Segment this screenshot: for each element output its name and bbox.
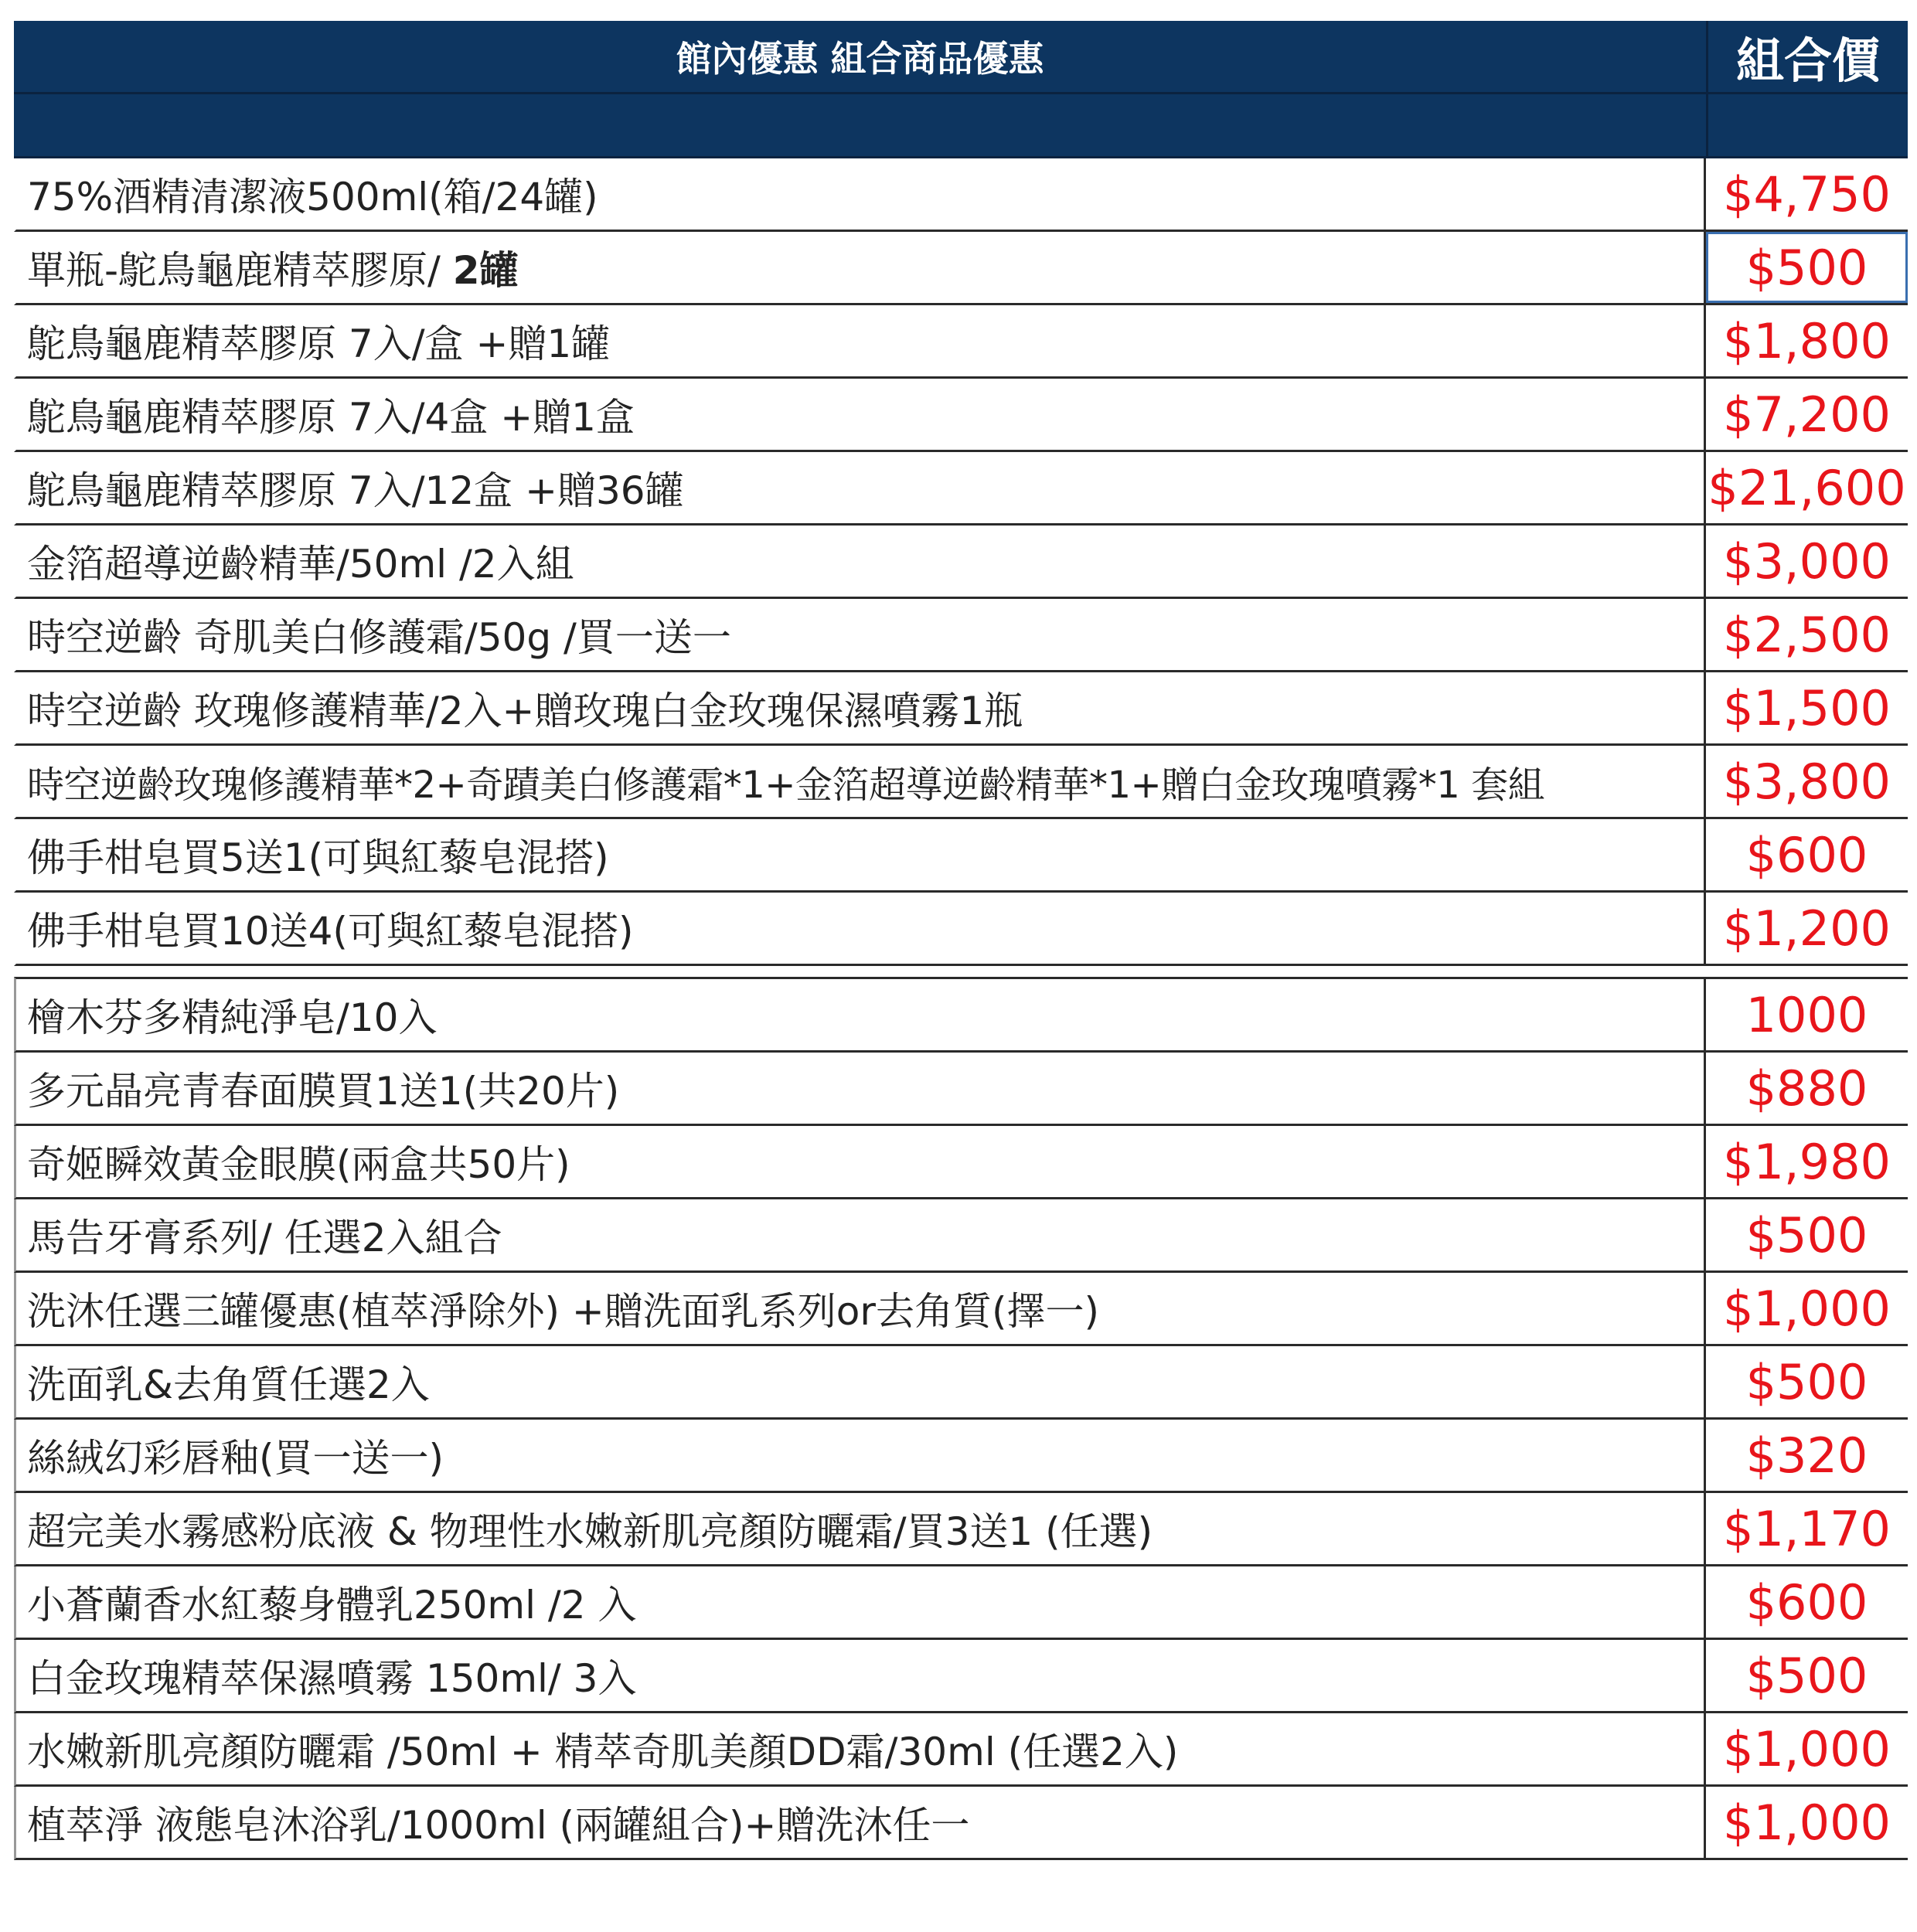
product-name-cell[interactable]: 時空逆齡 奇肌美白修護霜/50g /買一送一 <box>16 599 1706 670</box>
price-cell-selected[interactable]: $500 <box>1706 232 1908 303</box>
price-cell[interactable]: $1,000 <box>1723 1720 1891 1777</box>
price-cell[interactable]: $600 <box>1745 826 1868 883</box>
product-name-cell[interactable]: 水嫩新肌亮顏防曬霜 /50ml + 精萃奇肌美顏DD霜/30ml (任選2入) <box>16 1713 1706 1784</box>
product-name-cell[interactable]: 時空逆齡 玫瑰修護精華/2入+贈玫瑰白金玫瑰保濕噴霧1瓶 <box>16 672 1706 743</box>
table-row <box>14 305 1908 379</box>
header-title[interactable]: 館內優惠 組合商品優惠 <box>14 21 1708 92</box>
table-row <box>14 1346 1908 1420</box>
price-cell[interactable]: $500 <box>1745 1206 1868 1264</box>
table-row <box>14 1199 1908 1273</box>
price-cell[interactable]: $880 <box>1745 1060 1868 1117</box>
table-row <box>14 158 1908 232</box>
product-name-cell[interactable]: 植萃淨 液態皂沐浴乳/1000ml (兩罐組合)+贈洗沐任一 <box>16 1787 1706 1858</box>
price-table <box>14 21 1908 1860</box>
product-name-cell[interactable]: 佛手柑皂買10送4(可與紅藜皂混搭) <box>16 893 1706 964</box>
price-cell[interactable]: $3,800 <box>1723 753 1891 810</box>
table-row <box>14 1566 1908 1640</box>
product-name-cell[interactable]: 白金玫瑰精萃保濕噴霧 150ml/ 3入 <box>16 1640 1706 1711</box>
price-cell[interactable]: $500 <box>1745 1353 1868 1410</box>
product-name-cell[interactable]: 多元晶亮青春面膜買1送1(共20片) <box>16 1053 1706 1124</box>
price-cell[interactable]: $1,980 <box>1723 1133 1891 1190</box>
price-cell[interactable]: $21,600 <box>1708 459 1906 516</box>
product-name-cell[interactable]: 小蒼蘭香水紅藜身體乳250ml /2 入 <box>16 1566 1706 1638</box>
table-row <box>14 599 1908 672</box>
product-name-cell[interactable]: 時空逆齡玫瑰修護精華*2+奇蹟美白修護霜*1+金箔超導逆齡精華*1+贈白金玫瑰噴霧*1 套組 <box>16 746 1706 817</box>
product-name-text: 單瓶-鴕鳥龜鹿精萃膠原/ <box>27 248 453 293</box>
table-row <box>14 1126 1908 1199</box>
product-name-cell[interactable]: 洗面乳&去角質任選2入 <box>16 1346 1706 1417</box>
table-row <box>14 819 1908 893</box>
price-cell[interactable]: $320 <box>1745 1427 1868 1484</box>
product-name-cell[interactable]: 鴕鳥龜鹿精萃膠原 7入/盒 +贈1罐 <box>16 305 1706 376</box>
price-cell[interactable]: $7,200 <box>1723 386 1891 443</box>
price-cell[interactable]: $1,000 <box>1723 1280 1891 1337</box>
price-cell[interactable]: $600 <box>1745 1573 1868 1631</box>
table-row <box>14 1713 1908 1787</box>
table-row <box>14 379 1908 452</box>
product-name-cell[interactable]: 馬告牙膏系列/ 任選2入組合 <box>16 1199 1706 1270</box>
table-row <box>14 1787 1908 1860</box>
price-cell[interactable]: $1,500 <box>1723 679 1891 736</box>
product-name-cell[interactable]: 佛手柑皂買5送1(可與紅藜皂混搭) <box>16 819 1706 890</box>
table-row <box>14 746 1908 819</box>
price-cell[interactable]: 1000 <box>1745 986 1868 1043</box>
header-blank-cell[interactable] <box>14 94 1708 156</box>
price-cell[interactable]: $2,500 <box>1723 606 1891 663</box>
product-name-cell[interactable]: 金箔超導逆齡精華/50ml /2入組 <box>16 526 1706 597</box>
price-cell[interactable]: $4,750 <box>1723 165 1891 223</box>
product-name-cell[interactable]: 超完美水霧感粉底液 & 物理性水嫩新肌亮顏防曬霜/買3送1 (任選) <box>16 1493 1706 1564</box>
table-header <box>14 21 1908 94</box>
table-row <box>14 1273 1908 1346</box>
table-row <box>14 1640 1908 1713</box>
table-row <box>14 1493 1908 1566</box>
header-blank-row <box>14 94 1908 158</box>
section-1 <box>14 158 1908 966</box>
product-name-cell[interactable]: 檜木芬多精純淨皂/10入 <box>16 979 1706 1050</box>
product-name-cell[interactable] <box>16 232 1706 303</box>
product-name-cell[interactable]: 洗沐任選三罐優惠(植萃淨除外) +贈洗面乳系列or去角質(擇一) <box>16 1273 1706 1344</box>
header-blank-price-cell[interactable] <box>1708 94 1908 156</box>
table-row <box>14 526 1908 599</box>
table-row <box>14 1053 1908 1126</box>
price-cell[interactable]: $1,800 <box>1723 312 1891 369</box>
product-name-cell[interactable]: 奇姬瞬效黃金眼膜(兩盒共50片) <box>16 1126 1706 1197</box>
table-row <box>14 893 1908 966</box>
product-name-cell[interactable]: 絲絨幻彩唇釉(買一送一) <box>16 1420 1706 1491</box>
product-name-cell[interactable]: 鴕鳥龜鹿精萃膠原 7入/12盒 +贈36罐 <box>16 452 1706 523</box>
section-2 <box>14 977 1908 1860</box>
price-cell[interactable]: $1,000 <box>1723 1794 1891 1851</box>
header-price-column[interactable]: 組合價 <box>1735 32 1880 89</box>
price-cell[interactable]: $1,170 <box>1723 1500 1891 1557</box>
product-name-bold-text: 2罐 <box>452 248 519 293</box>
price-cell[interactable]: $500 <box>1745 1647 1868 1704</box>
table-row <box>14 452 1908 526</box>
price-cell[interactable]: $3,000 <box>1723 532 1891 590</box>
table-row <box>14 977 1908 1053</box>
table-row <box>14 232 1908 305</box>
product-name-cell[interactable]: 75%酒精清潔液500ml(箱/24罐) <box>16 158 1706 230</box>
table-row <box>14 1420 1908 1493</box>
price-cell[interactable]: $1,200 <box>1723 900 1891 957</box>
section-divider <box>14 966 1908 977</box>
product-name-cell[interactable]: 鴕鳥龜鹿精萃膠原 7入/4盒 +贈1盒 <box>16 379 1706 450</box>
table-row <box>14 672 1908 746</box>
